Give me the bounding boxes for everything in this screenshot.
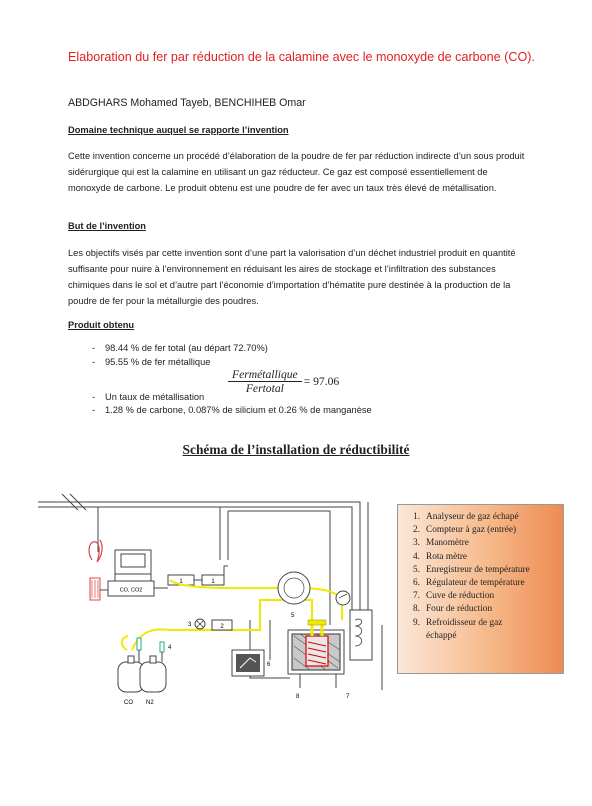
label-1b: 1: [211, 579, 215, 585]
authors: ABDGHARS Mohamed Tayeb, BENCHIHEB Omar: [68, 97, 306, 109]
document-title: Elaboration du fer par réduction de la calamine avec le monoxyde de carbone (CO).: [68, 50, 535, 64]
legend-item: 8. Four de réduction: [413, 604, 493, 615]
bullet-dash: -: [92, 405, 96, 415]
label-1a: 1: [179, 579, 183, 585]
bullet-dash: -: [92, 343, 96, 353]
legend-item: 6. Régulateur de température: [413, 578, 525, 589]
gas-cooler-9: [350, 610, 372, 660]
label-2: 2: [220, 624, 224, 630]
section-heading-domaine: Domaine technique auquel se rapporte l’invention: [68, 125, 289, 135]
legend-item: 1. Analyseur de gaz échapé: [413, 512, 519, 522]
legend-item: 4. Rota mètre: [413, 551, 468, 562]
formula-denominator: Fertotal: [245, 382, 284, 395]
label-6: 6: [267, 662, 271, 668]
legend-item: 2. Compteur à gaz (entrée): [413, 525, 517, 536]
bullet-text: 98.44 % de fer total (au départ 72.70%): [105, 343, 268, 353]
legend-item: 9. Refroidisseur de gaz: [413, 617, 503, 628]
label-7: 7: [346, 694, 350, 700]
pressure-gauge: [336, 591, 350, 605]
label-3: 3: [188, 622, 192, 628]
section-text-but: Les objectifs visés par cette invention sont d’une part la valorisation d’un déchet industriel produit en quantité suffisante pour nuire à l’environnement en réduisant les aires de stockage et l’infiltration des substances chimiques dans le sol et d’autre part l’économie d’importation d’hématite pure destinée à la production de la poudre de fer pour la métallurgie des poudres.: [68, 248, 516, 306]
legend-item: 5. Enregistreur de température: [413, 564, 530, 575]
label-5: 5: [291, 613, 295, 619]
section-heading-but: But de l’invention: [68, 221, 146, 231]
legend-list: [398, 511, 563, 643]
cylinder-n2: [140, 662, 166, 692]
legend-item: échappé: [426, 630, 457, 641]
section-heading-produit: Produit obtenu: [68, 320, 135, 330]
installation-diagram: [0, 470, 400, 740]
formula-fraction: [228, 368, 302, 395]
exhaust-heater: [89, 540, 102, 562]
bullet-text: 95.55 % de fer métallique: [105, 357, 211, 367]
label-n2: N2: [146, 700, 154, 706]
schema-title: Schéma de l’installation de réductibilité: [182, 442, 410, 457]
rotameter-4b: [160, 642, 164, 652]
analyzer-screen: [121, 554, 145, 567]
gas-cylinders: [118, 656, 166, 692]
bullet-dash: -: [92, 392, 96, 402]
metallisation-formula: [228, 368, 339, 395]
bullet-text: Un taux de métallisation: [105, 392, 205, 402]
gas-meter-5: [278, 572, 310, 604]
formula-value: = 97.06: [303, 375, 340, 388]
label-co: CO: [124, 700, 133, 706]
legend-box: [397, 504, 564, 674]
label-4: 4: [168, 645, 172, 651]
formula-numerator: Fermétallique: [228, 368, 302, 382]
legend-item: 3. Manomètre: [413, 538, 469, 549]
rotameter-4a: [137, 638, 141, 650]
analyzer-label: CO, CO2: [119, 587, 143, 594]
section-text-domaine: Cette invention concerne un procédé d’élaboration de la poudre de fer par réduction indirecte d’un sous produit sidérurgique qui est la calamine en utilisant un gaz réducteur. Ce gaz est composé essentiellement de monoxyde de carbone. Le produit obtenu est une poudre de fer avec un taux très élevé de métallisation.: [68, 151, 525, 193]
bullet-dash: -: [92, 357, 96, 367]
bullet-text: 1.28 % de carbone, 0.087% de silicium et 0.26 % de manganèse: [105, 405, 372, 415]
legend-item: 7. Cuve de réduction: [413, 591, 495, 602]
label-8: 8: [296, 694, 300, 700]
